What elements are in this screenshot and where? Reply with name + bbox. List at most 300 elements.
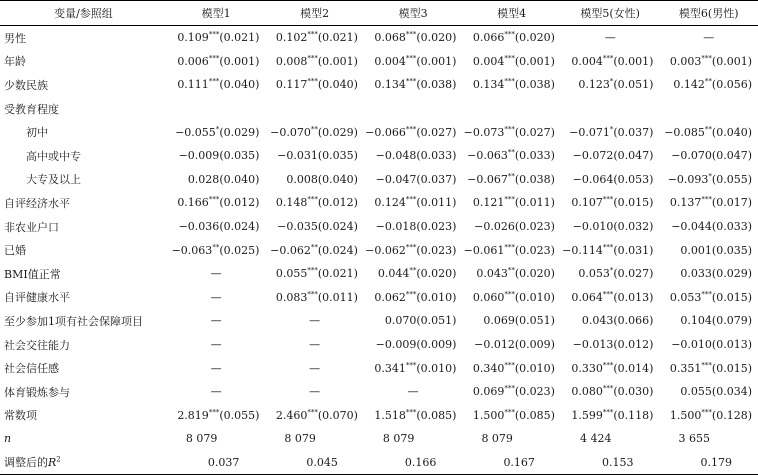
row-label (0, 50, 167, 74)
coef-value: 0.053 (669, 290, 702, 304)
significance-stars: ** (507, 148, 515, 157)
table-cell (659, 262, 758, 286)
row-label-text: 受教育程度 (4, 102, 59, 116)
coef-value: 0.102 (275, 31, 308, 45)
standard-error: (0.024) (317, 243, 358, 257)
empty-dash: — (210, 385, 222, 399)
table-row (0, 97, 758, 121)
standard-error: (0.128) (711, 408, 752, 422)
table-cell (462, 215, 561, 239)
empty-dash: — (309, 361, 321, 375)
coef-value: 0.330 (571, 361, 603, 375)
table-cell (167, 262, 266, 286)
table-cell (561, 144, 660, 168)
standard-error: (0.031) (613, 243, 654, 257)
row-label (0, 309, 167, 333)
coef-value: 0.068 (374, 31, 406, 45)
standard-error: (0.035) (219, 149, 260, 163)
standard-error: (0.037) (613, 125, 654, 139)
table-cell (364, 144, 463, 168)
standard-error: (0.021) (317, 31, 358, 45)
table-cell (167, 309, 266, 333)
standard-error: (0.010) (416, 290, 457, 304)
row-label (0, 333, 167, 357)
standard-error: (0.021) (219, 31, 260, 45)
standard-error: (0.038) (514, 78, 555, 92)
table-cell (462, 26, 561, 50)
significance-stars: ** (704, 77, 712, 86)
coef-value: 0.055 (680, 385, 712, 399)
table-cell (462, 238, 561, 262)
table-cell (462, 73, 561, 97)
standard-error: (0.020) (514, 31, 555, 45)
table-cell (561, 168, 660, 192)
coef-value: 0.148 (275, 196, 308, 210)
significance-stars: *** (602, 408, 614, 417)
table-cell (364, 97, 463, 121)
coef-value: −0.044 (671, 220, 712, 234)
coef-value: −0.063 (467, 149, 508, 163)
table-cell (364, 451, 463, 475)
significance-stars: ** (409, 266, 417, 275)
table-cell (167, 215, 266, 239)
coef-value: 1.518 (374, 408, 406, 422)
coef-value: −0.018 (375, 220, 417, 234)
coef-value: −0.066 (365, 125, 406, 139)
empty-dash: — (210, 338, 222, 352)
coef-value: −0.114 (562, 243, 603, 257)
table-cell (265, 120, 364, 144)
coef-value: 0.069 (483, 314, 515, 328)
significance-stars: *** (405, 77, 417, 86)
significance-stars: ** (212, 242, 220, 251)
row-label (0, 356, 167, 380)
table-cell (364, 286, 463, 310)
coef-value: −0.061 (463, 243, 505, 257)
standard-error: (0.032) (613, 220, 654, 234)
row-label-text: 体育锻炼参与 (4, 385, 70, 399)
empty-dash: — (604, 31, 616, 45)
table-cell (265, 144, 364, 168)
table-cell (561, 286, 660, 310)
row-label (0, 404, 167, 428)
coef-value: −0.062 (270, 243, 311, 257)
table-cell (462, 191, 561, 215)
standard-error: (0.020) (416, 31, 457, 45)
empty-dash: — (210, 314, 222, 328)
significance-stars: *** (307, 30, 318, 39)
standard-error: (0.011) (514, 196, 555, 210)
standard-error: (0.023) (416, 243, 457, 257)
coef-value: 0.043 (581, 314, 614, 328)
coef-value: 0.123 (578, 78, 610, 92)
standard-error: (0.027) (613, 267, 654, 281)
table-cell (265, 356, 364, 380)
table-cell (265, 191, 364, 215)
coef-value: 0.142 (673, 78, 705, 92)
table-cell (265, 50, 364, 74)
standard-error: (0.024) (317, 220, 358, 234)
table-row (0, 238, 758, 262)
coef-value: 0.134 (374, 78, 406, 92)
standard-error: (0.010) (416, 361, 457, 375)
table-row (0, 333, 758, 357)
table-cell (659, 144, 758, 168)
significance-stars: * (609, 125, 614, 134)
coef-value: 0.080 (571, 385, 603, 399)
coef-value: 0.107 (571, 196, 603, 210)
table-cell (167, 333, 266, 357)
significance-stars: *** (504, 54, 515, 63)
coef-value: 0.117 (275, 78, 308, 92)
standard-error: (0.009) (416, 338, 457, 352)
table-cell (561, 356, 660, 380)
coef-value: 0.060 (472, 290, 505, 304)
significance-stars: ** (507, 266, 515, 275)
table-cell (167, 191, 266, 215)
coef-value: 0.008 (286, 172, 318, 186)
standard-error: (0.051) (514, 314, 555, 328)
table-cell (561, 73, 660, 97)
table-cell (561, 238, 660, 262)
significance-stars: *** (405, 195, 417, 204)
standard-error: (0.055) (219, 408, 260, 422)
sample-size: 4 424 (579, 432, 612, 446)
table-cell (462, 50, 561, 74)
standard-error: (0.051) (613, 78, 654, 92)
table-cell (364, 333, 463, 357)
table-cell (659, 238, 758, 262)
table-cell (561, 50, 660, 74)
significance-stars: *** (602, 195, 614, 204)
significance-stars: * (708, 172, 712, 181)
row-label (0, 73, 167, 97)
sample-size: 8 079 (185, 432, 218, 446)
row-label (0, 97, 167, 121)
significance-stars: *** (602, 54, 614, 63)
r-squared: 0.167 (503, 455, 535, 469)
coef-value: −0.063 (171, 243, 213, 257)
row-label (0, 144, 167, 168)
standard-error: (0.038) (514, 172, 555, 186)
standard-error: (0.027) (514, 125, 555, 139)
table-cell (462, 356, 561, 380)
standard-error: (0.040) (317, 78, 358, 92)
table-cell (659, 380, 758, 404)
standard-error: (0.012) (219, 196, 260, 210)
table-row (0, 451, 758, 475)
significance-stars: * (609, 77, 614, 86)
coef-value: 0.069 (472, 385, 505, 399)
significance-stars: *** (307, 77, 318, 86)
sample-size: 8 079 (382, 432, 415, 446)
standard-error: (0.012) (613, 338, 654, 352)
table-cell (265, 309, 364, 333)
standard-error: (0.029) (711, 267, 752, 281)
table-cell (265, 73, 364, 97)
r-squared: 0.037 (207, 455, 240, 469)
row-label-text: 常数项 (4, 409, 37, 423)
standard-error: (0.037) (416, 172, 457, 186)
significance-stars: *** (307, 195, 318, 204)
table-cell (167, 73, 266, 97)
standard-error: (0.085) (416, 408, 457, 422)
significance-stars: *** (504, 125, 515, 134)
table-cell (364, 191, 463, 215)
standard-error: (0.029) (317, 125, 358, 139)
standard-error: (0.040) (219, 78, 260, 92)
table-row (0, 380, 758, 404)
empty-dash: — (703, 31, 715, 45)
significance-stars: *** (208, 54, 220, 63)
table-cell (265, 286, 364, 310)
significance-stars: ** (507, 172, 515, 181)
table-cell (364, 380, 463, 404)
table-cell (364, 50, 463, 74)
table-cell (364, 404, 463, 428)
table-cell (659, 309, 758, 333)
significance-stars: *** (504, 384, 515, 393)
coef-value: 0.053 (578, 267, 610, 281)
coef-value: −0.064 (572, 172, 614, 186)
table-cell (167, 120, 266, 144)
table-cell (167, 286, 266, 310)
empty-dash: — (210, 361, 222, 375)
row-label-text: 初中 (26, 126, 48, 140)
significance-stars: *** (405, 242, 417, 251)
table-cell (659, 404, 758, 428)
row-label (0, 215, 167, 239)
standard-error: (0.001) (613, 54, 654, 68)
table-cell (561, 97, 660, 121)
standard-error: (0.038) (416, 78, 457, 92)
table-cell (659, 356, 758, 380)
standard-error: (0.030) (613, 385, 654, 399)
standard-error: (0.056) (711, 78, 752, 92)
table-row (0, 309, 758, 333)
table-cell (462, 451, 561, 475)
significance-stars: *** (307, 54, 318, 63)
coef-value: 0.004 (472, 54, 505, 68)
significance-stars: *** (405, 408, 417, 417)
table-cell (462, 333, 561, 357)
table-cell (265, 168, 364, 192)
row-label-text: 至少参加1项有社会保障项目 (4, 314, 143, 328)
table-cell (561, 120, 660, 144)
significance-stars: *** (208, 30, 220, 39)
table-cell (659, 191, 758, 215)
row-label (0, 286, 167, 310)
table-cell (561, 309, 660, 333)
table-row (0, 427, 758, 451)
coef-value: −0.062 (365, 243, 406, 257)
standard-error: (0.047) (711, 149, 752, 163)
table-cell (364, 120, 463, 144)
coef-value: 0.033 (680, 267, 712, 281)
significance-stars: *** (504, 242, 515, 251)
standard-error: (0.020) (416, 267, 457, 281)
significance-stars: *** (602, 384, 614, 393)
coef-value: 0.004 (374, 54, 406, 68)
row-label-text: n (4, 432, 12, 446)
table-row (0, 144, 758, 168)
coef-value: −0.035 (277, 220, 318, 234)
header-model: 模型5(女性) (561, 1, 660, 26)
standard-error: (0.053) (613, 172, 654, 186)
standard-error: (0.025) (219, 243, 260, 257)
significance-stars: *** (701, 360, 712, 369)
coef-value: 0.001 (680, 243, 712, 257)
significance-stars: *** (504, 195, 515, 204)
standard-error: (0.010) (514, 290, 555, 304)
standard-error: (0.035) (317, 149, 358, 163)
standard-error: (0.010) (514, 361, 555, 375)
row-label-text: 自评经济水平 (4, 196, 70, 210)
standard-error: (0.013) (711, 338, 752, 352)
row-label-text: 社会交往能力 (4, 338, 70, 352)
coef-value: −0.085 (664, 125, 705, 139)
table-cell (659, 215, 758, 239)
significance-stars: *** (405, 290, 417, 299)
standard-error: (0.023) (514, 220, 555, 234)
coef-value: 0.109 (177, 31, 209, 45)
table-cell (659, 451, 758, 475)
table-row (0, 168, 758, 192)
table-cell (167, 168, 266, 192)
coef-value: 0.083 (275, 290, 308, 304)
significance-stars: *** (504, 408, 515, 417)
coef-value: 0.070 (384, 314, 417, 328)
r-squared: 0.166 (404, 455, 437, 469)
table-cell (167, 451, 266, 475)
coef-value: −0.026 (474, 220, 515, 234)
table-cell (265, 262, 364, 286)
standard-error: (0.040) (219, 172, 260, 186)
table-cell (561, 451, 660, 475)
significance-stars: *** (701, 290, 712, 299)
coef-value: −0.009 (178, 149, 220, 163)
coef-value: −0.070 (270, 125, 311, 139)
standard-error: (0.085) (514, 408, 555, 422)
r-squared: 0.153 (601, 455, 634, 469)
table-header-row (0, 1, 758, 26)
table-cell (561, 215, 660, 239)
standard-error: (0.014) (613, 361, 654, 375)
standard-error: (0.118) (613, 408, 654, 422)
standard-error: (0.015) (711, 361, 752, 375)
coef-value: 1.500 (472, 408, 505, 422)
row-label-sup: 2 (56, 455, 61, 464)
standard-error: (0.033) (711, 220, 752, 234)
table-cell (167, 144, 266, 168)
table-row (0, 404, 758, 428)
standard-error: (0.066) (613, 314, 654, 328)
table-cell (659, 97, 758, 121)
table-cell (167, 238, 266, 262)
significance-stars: *** (602, 290, 614, 299)
standard-error: (0.055) (711, 172, 752, 186)
coef-value: −0.013 (572, 338, 614, 352)
table-cell (265, 427, 364, 451)
significance-stars: *** (602, 360, 614, 369)
table-cell (659, 26, 758, 50)
standard-error: (0.023) (514, 243, 555, 257)
table-cell (561, 333, 660, 357)
table-cell (167, 380, 266, 404)
row-label (0, 427, 167, 451)
significance-stars: *** (405, 125, 417, 134)
coef-value: −0.009 (375, 338, 417, 352)
coef-value: 0.121 (472, 196, 505, 210)
table-cell (364, 427, 463, 451)
significance-stars: *** (307, 408, 318, 417)
coef-value: 0.341 (374, 361, 406, 375)
coef-value: −0.048 (375, 149, 417, 163)
table-cell (659, 50, 758, 74)
row-label-text: 自评健康水平 (4, 291, 70, 305)
header-model: 模型6(男性) (659, 1, 758, 26)
table-row (0, 120, 758, 144)
table-cell (167, 97, 266, 121)
significance-stars: *** (504, 77, 515, 86)
table-cell (364, 168, 463, 192)
coef-value: −0.073 (463, 125, 505, 139)
standard-error: (0.079) (711, 314, 752, 328)
header-model: 模型4 (462, 1, 561, 26)
standard-error: (0.013) (613, 290, 654, 304)
table-cell (659, 333, 758, 357)
significance-stars: *** (504, 30, 515, 39)
significance-stars: *** (701, 195, 712, 204)
table-cell (462, 404, 561, 428)
coef-value: −0.010 (572, 220, 614, 234)
empty-dash: — (309, 385, 321, 399)
significance-stars: *** (701, 408, 712, 417)
row-label-text: 调整后的 (4, 456, 48, 470)
table-cell (561, 262, 660, 286)
standard-error: (0.023) (416, 220, 457, 234)
standard-error: (0.021) (317, 267, 358, 281)
coef-value: 0.003 (669, 54, 702, 68)
table-cell (561, 26, 660, 50)
significance-stars: ** (310, 242, 318, 251)
row-label (0, 262, 167, 286)
significance-stars: *** (208, 77, 220, 86)
coef-value: 0.008 (275, 54, 308, 68)
table-cell (265, 26, 364, 50)
significance-stars: *** (307, 290, 318, 299)
standard-error: (0.029) (219, 125, 260, 139)
header-model: 模型1 (167, 1, 266, 26)
coef-value: 0.166 (177, 196, 209, 210)
coef-value: 0.340 (472, 361, 505, 375)
row-label-text: 已婚 (4, 244, 26, 258)
standard-error: (0.015) (613, 196, 654, 210)
coef-value: 0.062 (374, 290, 406, 304)
table-cell (167, 427, 266, 451)
table-cell (659, 73, 758, 97)
coef-value: 0.351 (669, 361, 702, 375)
table-cell (167, 26, 266, 50)
coef-value: 2.819 (177, 408, 209, 422)
significance-stars: *** (208, 195, 220, 204)
table-row (0, 73, 758, 97)
significance-stars: ** (704, 125, 712, 134)
table-cell (462, 120, 561, 144)
sample-size: 8 079 (481, 432, 513, 446)
table-cell (659, 427, 758, 451)
row-label (0, 380, 167, 404)
